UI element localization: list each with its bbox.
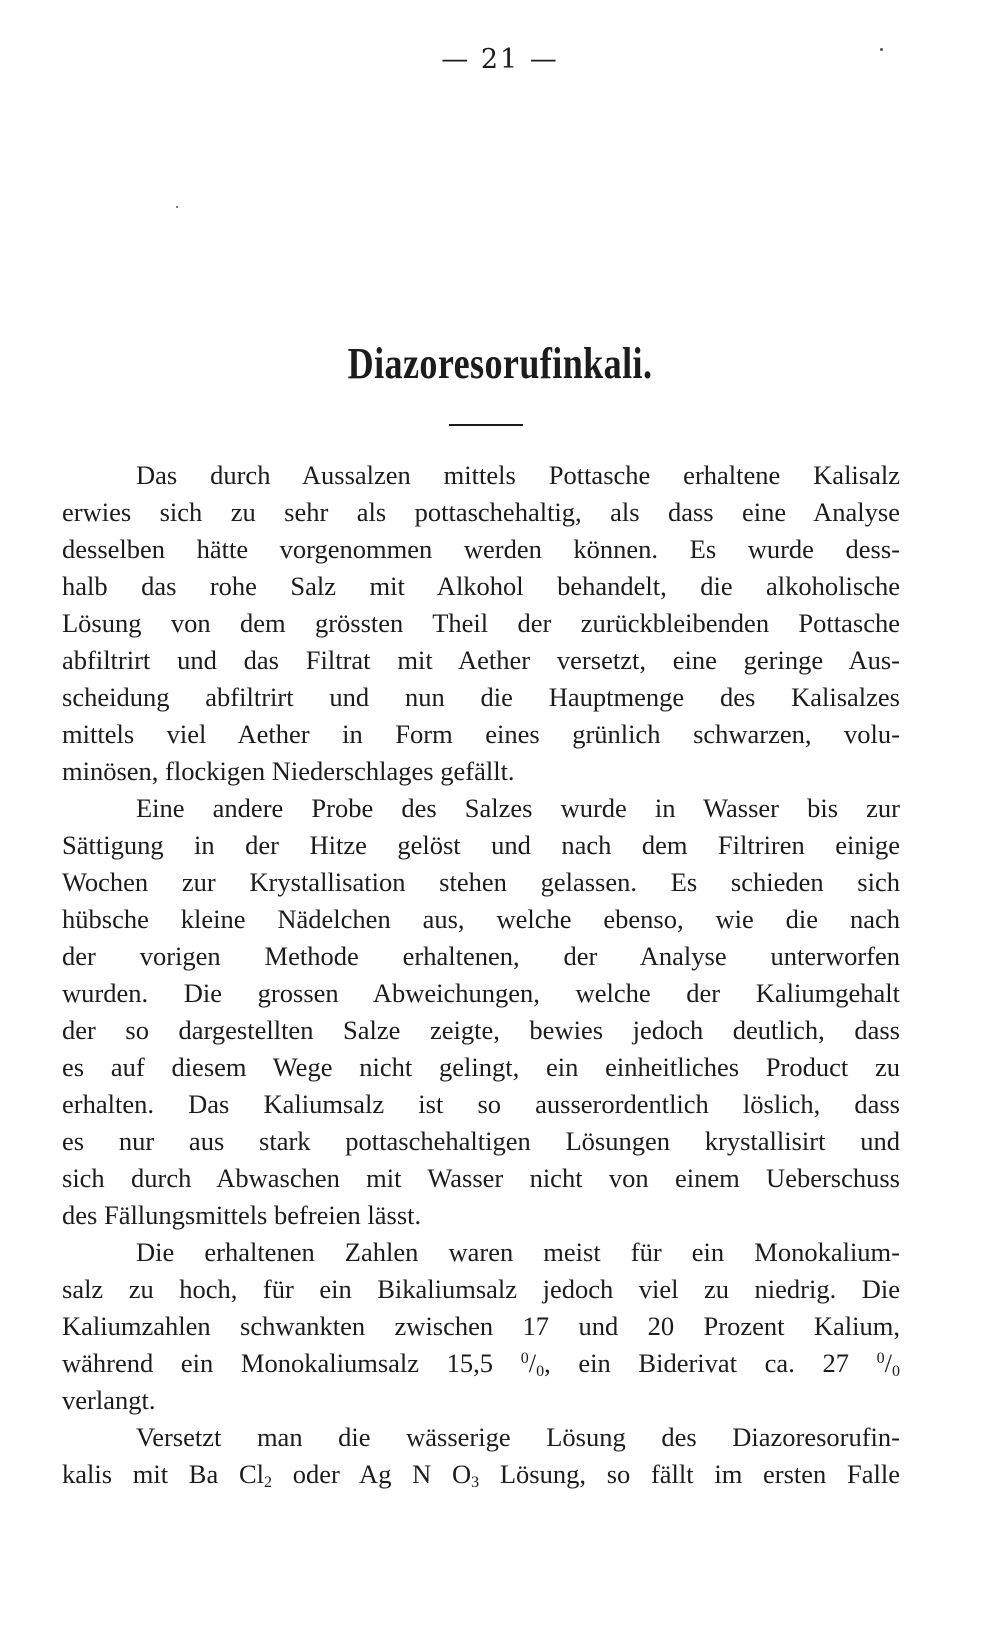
page-number: — 21 — bbox=[441, 44, 559, 75]
text-line: Sättigung in der Hitze gelöst und nach dem Filtriren einige bbox=[62, 830, 900, 860]
percent-subscript: 0 bbox=[892, 1363, 900, 1380]
text-line: sich durch Abwaschen mit Wasser nicht von einem Ueberschuss bbox=[62, 1163, 900, 1193]
text-line: Kaliumzahlen schwankten zwischen 17 und 20 Prozent Kalium, bbox=[62, 1311, 900, 1341]
percent-subscript: 0 bbox=[536, 1363, 545, 1380]
text-line: salz zu hoch, für ein Bikaliumsalz jedoch viel zu niedrig. Die bbox=[62, 1274, 900, 1304]
text-line: desselben hätte vorgenommen werden können. Es wurde dess- bbox=[62, 534, 900, 564]
text-line: hübsche kleine Nädelchen aus, welche ebenso, wie die nach bbox=[62, 904, 900, 934]
text-fragment: oder Ag N O bbox=[292, 1459, 472, 1489]
text-fragment: kalis mit Ba Cl bbox=[62, 1459, 264, 1489]
speck-mark bbox=[176, 206, 178, 208]
text-line: der so dargestellten Salze zeigte, bewies jedoch deutlich, dass bbox=[62, 1015, 900, 1045]
text-line: Wochen zur Krystallisation stehen gelassen. Es schieden sich bbox=[62, 867, 900, 897]
text-fragment: ein Biderivat ca. 27 bbox=[578, 1348, 849, 1378]
percent-superscript: 0 bbox=[876, 1350, 885, 1367]
section-title: Diazoresorufinkali. bbox=[347, 339, 653, 388]
chemical-subscript: 3 bbox=[471, 1474, 480, 1491]
text-line: abfiltrirt und das Filtrat mit Aether versetzt, eine geringe Aus- bbox=[62, 645, 900, 675]
text-line: Die erhaltenen Zahlen waren meist für ein Monokalium- bbox=[136, 1237, 900, 1267]
text-line: des Fällungsmittels befreien lässt. bbox=[62, 1200, 422, 1230]
text-line: erhalten. Das Kaliumsalz ist so ausserordentlich löslich, dass bbox=[62, 1089, 900, 1119]
text-line: verlangt. bbox=[62, 1385, 156, 1415]
text-line: es auf diesem Wege nicht gelingt, ein einheitliches Product zu bbox=[62, 1052, 900, 1082]
text-fragment: Lösung, so fällt im ersten Falle bbox=[499, 1459, 901, 1489]
speck-mark bbox=[880, 48, 883, 51]
text-line: mittels viel Aether in Form eines grünlich schwarzen, volu- bbox=[62, 719, 900, 749]
text-fragment: während ein Monokaliumsalz 15,5 bbox=[62, 1348, 494, 1378]
text-line: erwies sich zu sehr als pottaschehaltig, als dass eine Analyse bbox=[62, 497, 900, 527]
text-line: scheidung abfiltrirt und nun die Hauptmenge des Kalisalzes bbox=[62, 682, 900, 712]
text-line: halb das rohe Salz mit Alkohol behandelt, die alkoholische bbox=[62, 571, 900, 601]
text-line: Versetzt man die wässerige Lösung des Diazoresorufin- bbox=[136, 1422, 900, 1452]
title-rule bbox=[449, 424, 523, 426]
text-line: es nur aus stark pottaschehaltigen Lösungen krystallisirt und bbox=[62, 1126, 900, 1156]
percent-superscript: 0 bbox=[520, 1350, 529, 1367]
chemical-subscript: 2 bbox=[264, 1474, 272, 1491]
text-line: Eine andere Probe des Salzes wurde in Wasser bis zur bbox=[136, 793, 900, 823]
text-line: wurden. Die grossen Abweichungen, welche der Kaliumgehalt bbox=[62, 978, 900, 1008]
text-line: Lösung von dem grössten Theil der zurückbleibenden Pottasche bbox=[62, 608, 900, 638]
text-line: minösen, flockigen Niederschlages gefällt. bbox=[62, 756, 515, 786]
text-line: der vorigen Methode erhaltenen, der Analyse unterworfen bbox=[62, 941, 900, 971]
text-line-with-percent: während ein Monokaliumsalz 15,5 $^0/_0$, ein Biderivat ca. 27 $^0/_0$ bbox=[62, 1348, 900, 1380]
text-line: Das durch Aussalzen mittels Pottasche erhaltene Kalisalz bbox=[136, 460, 900, 490]
text-line-with-formulas bbox=[62, 1455, 900, 1493]
